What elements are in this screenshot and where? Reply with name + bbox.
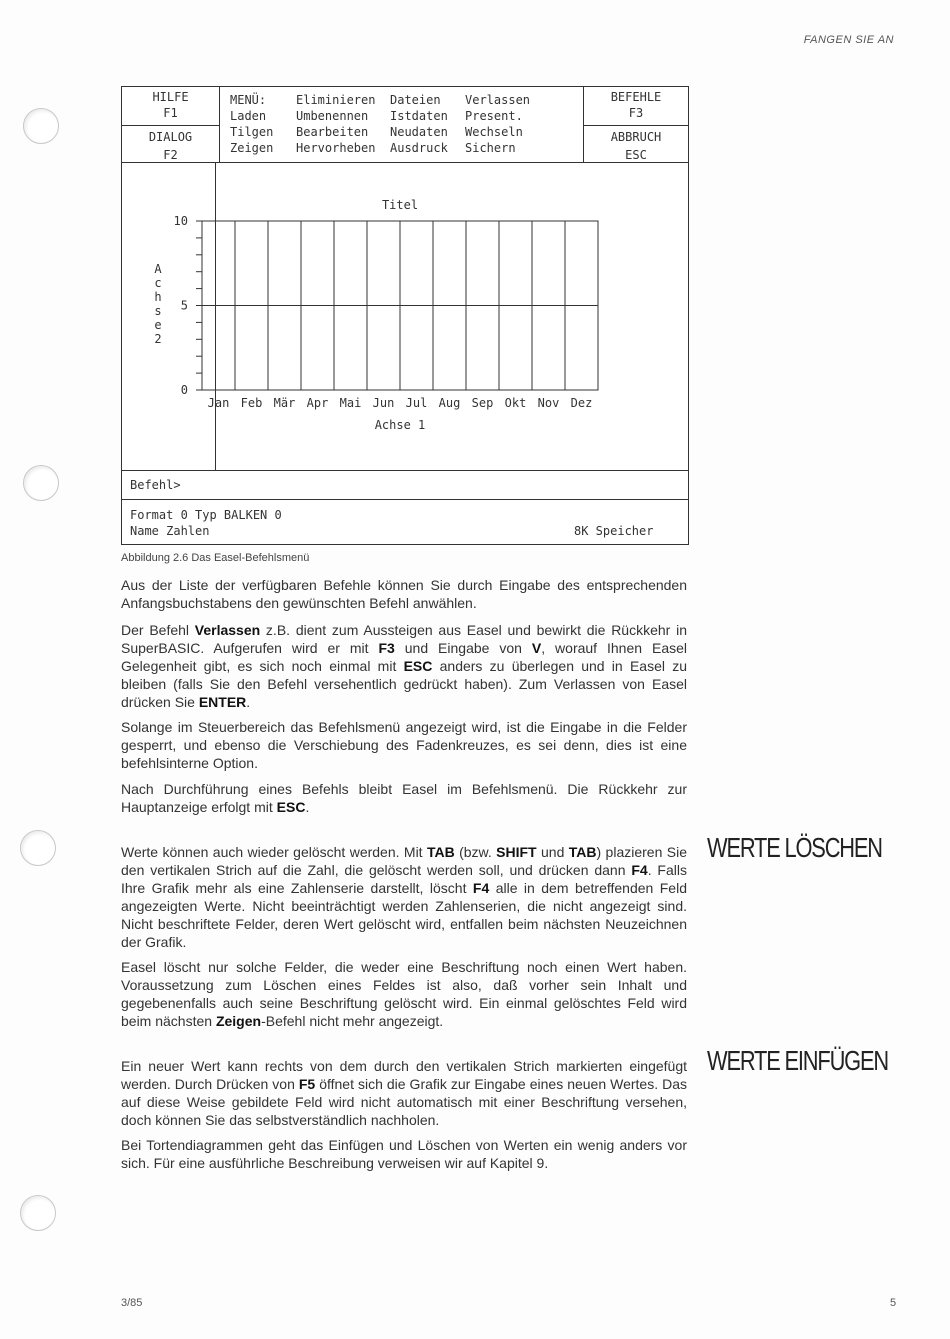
y-tick-label: 0 [180,383,188,397]
dialog-key: F2 [163,148,178,162]
paragraph: Easel löscht nur solche Felder, die weder eine Beschriftung noch einen Wert haben. Voraussetzung zum Löschen eines Feldes ist also, daß vorher sein Inhalt und gegebenenfalls auch seine Beschriftung gelöscht wird. Ein einmal gelöschtes Feld wird beim nächsten Zeigen-Befehl nicht mehr angezeigt. [121,959,687,1029]
key-term: ENTER [198,694,247,710]
abort-key: ESC [625,148,647,162]
easel-screen [121,86,689,545]
menu-item: Neudaten [390,125,448,139]
figure-caption: Abbildung 2.6 Das Easel-Befehlsmenü [121,552,310,564]
abort-label: ABBRUCH [610,130,662,144]
y-axis-label-letter: e [154,318,162,332]
menu-item: Eliminieren [296,93,376,107]
menu-item: Hervorheben [296,141,376,155]
y-axis-label-letter: s [154,304,162,318]
x-tick-label: Apr [306,396,329,410]
menu-item: Ausdruck [390,141,448,155]
key-term: Verlassen [194,622,261,638]
running-header: FANGEN SIE AN [803,34,894,46]
key-term: Zeigen [215,1013,262,1029]
y-axis-label-letter: A [154,262,162,276]
footer-date: 3/85 [121,1297,143,1309]
menu-item: Dateien [390,93,441,107]
x-tick-label: Aug [438,396,461,410]
menu-item: Umbenennen [296,109,369,123]
y-tick-label: 5 [180,298,188,313]
y-axis-label-letter: 2 [154,332,162,346]
x-axis-label: Achse 1 [374,418,426,432]
commands-label: BEFEHLE [610,90,662,104]
menu-item: Istdaten [390,109,448,123]
command-prompt: Befehl> [130,478,181,492]
bar-chart [122,163,688,469]
key-term: SHIFT [496,844,537,860]
x-tick-label: Sep [471,396,494,410]
status-name: Name Zahlen [130,524,210,538]
menu-item: Wechseln [465,125,523,139]
key-term: F5 [298,1076,316,1092]
x-tick-label: Mär [273,396,296,410]
key-term: ESC [276,799,306,815]
key-term: TAB [568,844,597,860]
x-tick-label: Nov [537,396,560,410]
menu-item: Bearbeiten [296,125,369,139]
section-heading-einfuegen: WERTE EINFÜGEN [707,1045,889,1076]
key-term: TAB [426,844,455,860]
menu-item: Sichern [465,141,516,155]
y-tick-label: 10 [173,214,188,228]
y-axis-label-letter: c [154,276,162,290]
paragraph: Bei Tortendiagrammen geht das Einfügen und Löschen von Werten ein wenig anders vor sich. Für eine ausführliche Beschreibung verweisen wir auf Kapitel 9. [121,1137,687,1171]
status-format: Format 0 Typ BALKEN 0 [130,508,282,522]
menu-item: Tilgen [230,125,274,139]
key-term: V [531,640,542,656]
menu-item: MENÜ: [230,93,267,107]
menu-item: Laden [230,109,267,123]
page-number: 5 [890,1297,897,1309]
paragraph: Aus der Liste der verfügbaren Befehle können Sie durch Eingabe des entsprechenden Anfangsbuchstabens den gewünschten Befehl anwählen. [121,577,687,611]
x-tick-label: Jun [372,396,395,410]
menu-item: Present. [465,109,523,123]
x-tick-label: Jan [207,396,230,410]
binder-hole [20,1195,56,1231]
x-tick-label: Mai [339,396,362,410]
binder-hole [23,108,59,144]
commands-key: F3 [628,106,644,120]
key-term: ESC [403,658,433,674]
x-tick-label: Jul [405,396,428,410]
y-axis-label-letter: h [154,290,162,304]
key-term: F4 [631,862,648,878]
section-heading-loeschen: WERTE LÖSCHEN [707,832,882,863]
key-term: F3 [378,640,395,656]
binder-hole [23,465,59,501]
x-tick-label: Feb [240,396,263,410]
paragraph: Nach Durchführung eines Befehls bleibt Easel im Befehlsmenü. Die Rückkehr zur Hauptanzeige erfolgt mit ESC. [121,781,687,815]
x-tick-label: Dez [570,396,593,410]
menu-item: Verlassen [465,93,531,107]
memory-indicator: 8K Speicher [574,524,654,538]
x-tick-label: Okt [504,396,527,410]
help-key: F1 [163,106,178,120]
help-label: HILFE [152,90,189,104]
menu-item: Zeigen [230,141,274,155]
paragraph: Solange im Steuerbereich das Befehlsmenü angezeigt wird, ist die Eingabe in die Felder gesperrt, und ebenso die Verschiebung des Fadenkreuzes, es sei denn, dies ist eine befehlsinterne Option. [121,719,687,771]
paragraph: Ein neuer Wert kann rechts von dem durch den vertikalen Strich markierten eingefügt werden. Durch Drücken von F5 öffnet sich die Grafik zur Eingabe eines neuen Wertes. Das auf diese Weise gebildete Feld wird nicht automatisch mit einer Beschriftung versehen, doch können Sie das selbstverständlich nachholen. [121,1058,687,1128]
chart-title: Titel [381,198,419,212]
binder-hole [20,830,56,866]
paragraph: Der Befehl Verlassen z.B. dient zum Aussteigen aus Easel und bewirkt die Rückkehr in SuperBASIC. Aufgerufen wird er mit F3 und Eingabe von V, worauf Ihnen Easel Gelegenheit gibt, es sich noch einmal mit ESC anders zu überlegen und in Easel zu bleiben (falls Sie den Befehl versehentlich gedrückt haben). Zum Verlassen von Easel drücken Sie ENTER. [121,622,687,710]
dialog-label: DIALOG [148,130,193,144]
paragraph: Werte können auch wieder gelöscht werden. Mit TAB (bzw. SHIFT und TAB) plazieren Sie den vertikalen Strich auf die Zahl, die gelöscht werden soll, und drücken dann F4. Falls Ihre Grafik mehr als eine Zahlenserie darstellt, löscht F4 alle in dem betreffenden Feld angezeigten Werte. Nicht beeinträchtigt werden Zahlenserien, die nicht angezeigt sind. Nicht beschriftete Felder, deren Wert gelöscht wird, entfallen beim nächsten Neuzeichnen der Grafik. [121,844,687,950]
key-term: F4 [472,880,490,896]
